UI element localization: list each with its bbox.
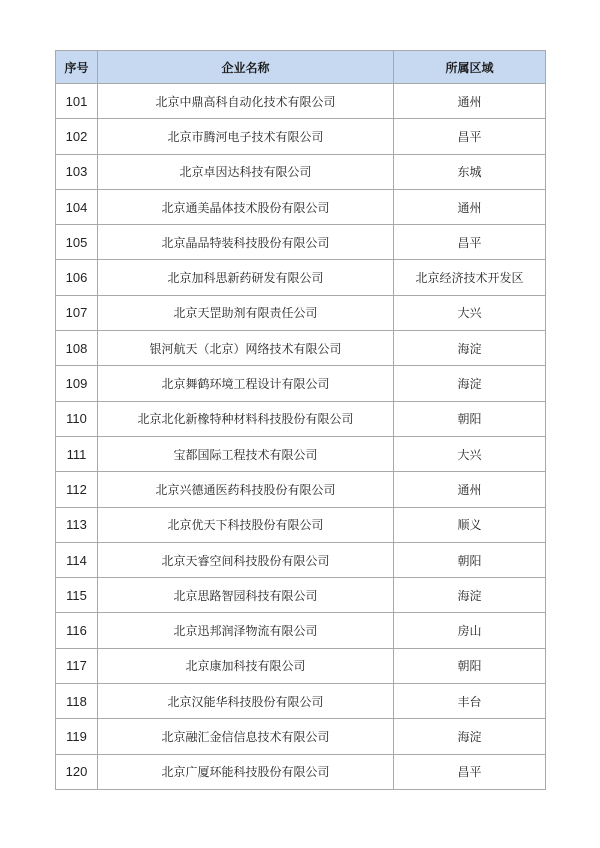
company-name-cell: 北京舞鹤环境工程设计有限公司 <box>98 366 394 401</box>
table-row <box>56 719 546 754</box>
region-cell: 朝阳 <box>394 401 546 436</box>
table-row <box>56 542 546 577</box>
table-row <box>56 613 546 648</box>
company-name-cell: 北京天罡助剂有限责任公司 <box>98 295 394 330</box>
company-name-cell: 北京晶品特装科技股份有限公司 <box>98 225 394 260</box>
table-row <box>56 472 546 507</box>
table-body <box>56 84 546 790</box>
company-name-cell: 北京康加科技有限公司 <box>98 648 394 683</box>
header-serial-number: 序号 <box>56 51 98 84</box>
region-cell: 通州 <box>394 189 546 224</box>
region-cell: 海淀 <box>394 366 546 401</box>
region-cell: 昌平 <box>394 225 546 260</box>
region-cell: 顺义 <box>394 507 546 542</box>
table-row <box>56 507 546 542</box>
serial-number-cell: 119 <box>56 719 98 754</box>
company-name-cell: 北京兴德通医药科技股份有限公司 <box>98 472 394 507</box>
company-name-cell: 北京加科思新药研发有限公司 <box>98 260 394 295</box>
serial-number-cell: 118 <box>56 684 98 719</box>
serial-number-cell: 117 <box>56 648 98 683</box>
table-row <box>56 436 546 471</box>
region-cell: 昌平 <box>394 119 546 154</box>
company-name-cell: 北京北化新橡特种材料科技股份有限公司 <box>98 401 394 436</box>
region-cell: 通州 <box>394 84 546 119</box>
company-table <box>55 50 546 790</box>
serial-number-cell: 116 <box>56 613 98 648</box>
serial-number-cell: 115 <box>56 578 98 613</box>
region-cell: 朝阳 <box>394 542 546 577</box>
company-name-cell: 北京通美晶体技术股份有限公司 <box>98 189 394 224</box>
table-row <box>56 225 546 260</box>
region-cell: 海淀 <box>394 719 546 754</box>
table-row <box>56 154 546 189</box>
serial-number-cell: 111 <box>56 436 98 471</box>
company-table-container <box>55 50 545 790</box>
serial-number-cell: 106 <box>56 260 98 295</box>
serial-number-cell: 109 <box>56 366 98 401</box>
region-cell: 大兴 <box>394 436 546 471</box>
company-name-cell: 北京融汇金信信息技术有限公司 <box>98 719 394 754</box>
serial-number-cell: 114 <box>56 542 98 577</box>
header-company-name: 企业名称 <box>98 51 394 84</box>
region-cell: 丰台 <box>394 684 546 719</box>
company-name-cell: 北京卓因达科技有限公司 <box>98 154 394 189</box>
region-cell: 海淀 <box>394 578 546 613</box>
company-name-cell: 银河航天（北京）网络技术有限公司 <box>98 331 394 366</box>
region-cell: 海淀 <box>394 331 546 366</box>
company-name-cell: 北京市腾河电子技术有限公司 <box>98 119 394 154</box>
table-row <box>56 84 546 119</box>
serial-number-cell: 120 <box>56 754 98 789</box>
table-row <box>56 260 546 295</box>
company-name-cell: 宝都国际工程技术有限公司 <box>98 436 394 471</box>
company-name-cell: 北京汉能华科技股份有限公司 <box>98 684 394 719</box>
region-cell: 朝阳 <box>394 648 546 683</box>
serial-number-cell: 112 <box>56 472 98 507</box>
serial-number-cell: 104 <box>56 189 98 224</box>
company-name-cell: 北京中鼎高科自动化技术有限公司 <box>98 84 394 119</box>
region-cell: 通州 <box>394 472 546 507</box>
region-cell: 北京经济技术开发区 <box>394 260 546 295</box>
company-name-cell: 北京迅邦润泽物流有限公司 <box>98 613 394 648</box>
table-row <box>56 401 546 436</box>
serial-number-cell: 103 <box>56 154 98 189</box>
table-row <box>56 366 546 401</box>
company-name-cell: 北京优天下科技股份有限公司 <box>98 507 394 542</box>
table-row <box>56 189 546 224</box>
serial-number-cell: 107 <box>56 295 98 330</box>
table-row <box>56 295 546 330</box>
company-name-cell: 北京思路智园科技有限公司 <box>98 578 394 613</box>
table-row <box>56 684 546 719</box>
region-cell: 昌平 <box>394 754 546 789</box>
serial-number-cell: 113 <box>56 507 98 542</box>
serial-number-cell: 101 <box>56 84 98 119</box>
region-cell: 大兴 <box>394 295 546 330</box>
serial-number-cell: 108 <box>56 331 98 366</box>
serial-number-cell: 110 <box>56 401 98 436</box>
company-name-cell: 北京广厦环能科技股份有限公司 <box>98 754 394 789</box>
table-row <box>56 331 546 366</box>
table-row <box>56 648 546 683</box>
table-row <box>56 754 546 789</box>
region-cell: 房山 <box>394 613 546 648</box>
region-cell: 东城 <box>394 154 546 189</box>
company-name-cell: 北京天睿空间科技股份有限公司 <box>98 542 394 577</box>
serial-number-cell: 102 <box>56 119 98 154</box>
header-region: 所属区域 <box>394 51 546 84</box>
table-row <box>56 119 546 154</box>
serial-number-cell: 105 <box>56 225 98 260</box>
table-header-row <box>56 51 546 84</box>
table-row <box>56 578 546 613</box>
